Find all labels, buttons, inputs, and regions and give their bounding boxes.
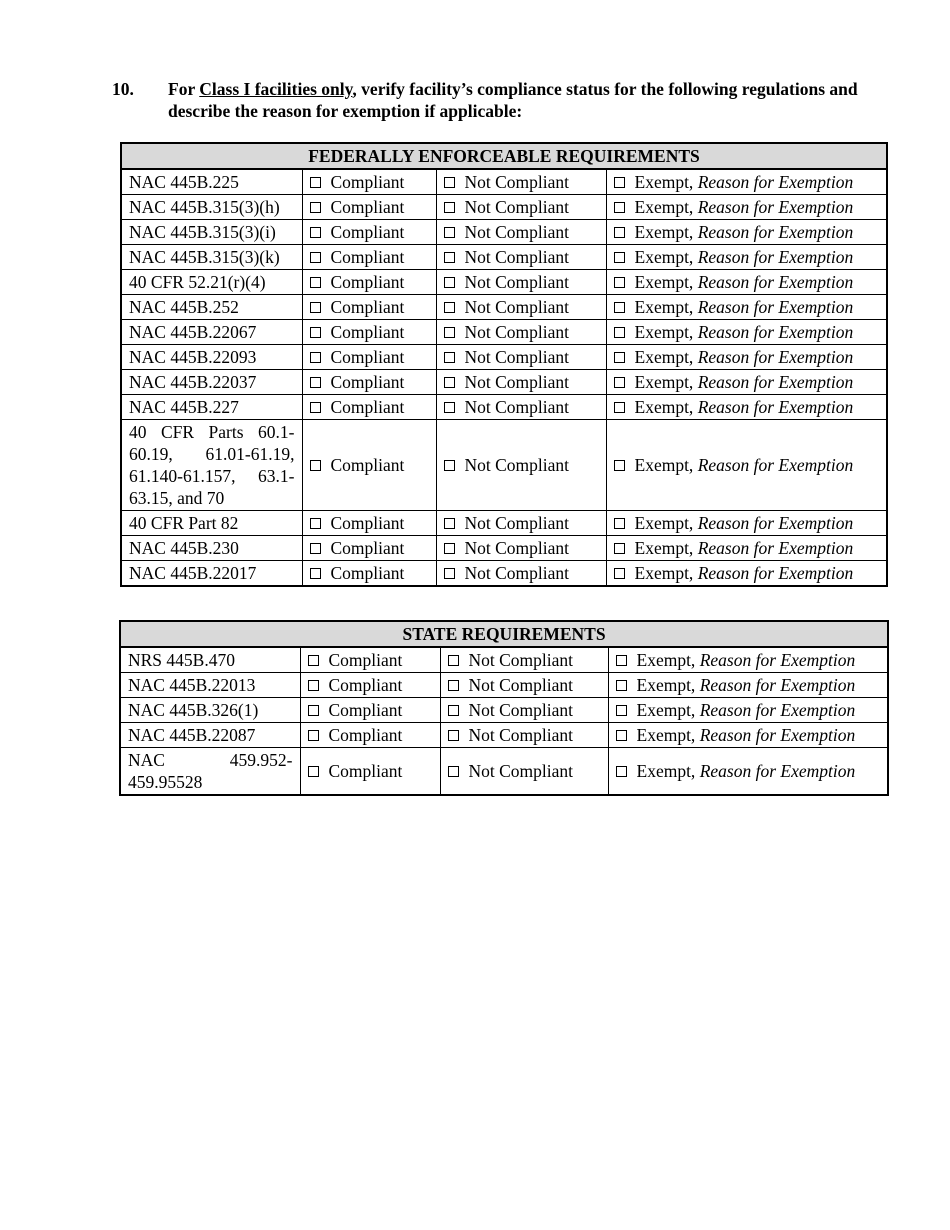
not-compliant-option (436, 169, 606, 195)
option-label: Compliant (328, 675, 403, 695)
not-compliant-checkbox[interactable] (444, 202, 455, 213)
not-compliant-option (440, 698, 608, 723)
option-label: Not Compliant (464, 563, 570, 583)
option-label: Exempt, (634, 513, 698, 533)
option-label: Exempt, (636, 725, 700, 745)
option-label: Exempt, (636, 700, 700, 720)
option-label: Not Compliant (464, 372, 570, 392)
compliant-checkbox[interactable] (310, 377, 321, 388)
exempt-checkbox[interactable] (616, 680, 627, 691)
compliant-checkbox[interactable] (308, 705, 319, 716)
exemption-reason-placeholder[interactable]: Reason for Exemption (697, 297, 854, 317)
question-lead: For (168, 79, 200, 99)
option-label: Compliant (330, 172, 405, 192)
option-label: Exempt, (634, 222, 698, 242)
option-label: Compliant (330, 197, 405, 217)
not-compliant-option (440, 647, 608, 673)
regulation-citation: NAC 445B.22087 (120, 723, 300, 748)
exempt-option (606, 245, 887, 270)
regulation-citation: NAC 445B.315(3)(i) (121, 220, 302, 245)
option-label: Exempt, (634, 372, 698, 392)
requirement-row (121, 345, 887, 370)
option-label: Not Compliant (464, 538, 570, 558)
exempt-checkbox[interactable] (614, 177, 625, 188)
compliant-option (302, 511, 436, 536)
requirement-row (121, 395, 887, 420)
compliant-checkbox[interactable] (308, 655, 319, 666)
exempt-option (606, 395, 887, 420)
option-label: Compliant (330, 397, 405, 417)
compliant-option (302, 295, 436, 320)
not-compliant-option (436, 395, 606, 420)
not-compliant-checkbox[interactable] (444, 543, 455, 554)
not-compliant-option (436, 420, 606, 511)
regulation-citation: NAC 445B.225 (121, 169, 302, 195)
not-compliant-checkbox[interactable] (444, 277, 455, 288)
exempt-option (606, 220, 887, 245)
exemption-reason-placeholder[interactable]: Reason for Exemption (697, 172, 854, 192)
state-table-title: STATE REQUIREMENTS (120, 621, 888, 647)
not-compliant-option (436, 561, 606, 587)
option-label: Not Compliant (464, 322, 570, 342)
compliant-checkbox[interactable] (310, 202, 321, 213)
option-label: Compliant (330, 297, 405, 317)
compliant-checkbox[interactable] (310, 302, 321, 313)
question-10 (112, 78, 882, 122)
regulation-citation: NAC 459.952-459.95528 (120, 748, 300, 796)
exemption-reason-placeholder[interactable]: Reason for Exemption (697, 322, 854, 342)
requirement-row (120, 723, 888, 748)
option-label: Compliant (328, 650, 403, 670)
option-label: Compliant (328, 725, 403, 745)
compliant-option (302, 169, 436, 195)
option-label: Not Compliant (464, 272, 570, 292)
compliant-option (300, 673, 440, 698)
compliant-checkbox[interactable] (310, 352, 321, 363)
regulation-citation: NAC 445B.227 (121, 395, 302, 420)
option-label: Not Compliant (464, 397, 570, 417)
exempt-option (608, 723, 888, 748)
exemption-reason-placeholder[interactable]: Reason for Exemption (697, 513, 854, 533)
not-compliant-option (436, 345, 606, 370)
compliant-option (302, 420, 436, 511)
question-text (168, 78, 882, 122)
regulation-citation: NAC 445B.315(3)(k) (121, 245, 302, 270)
option-label: Exempt, (634, 272, 698, 292)
requirement-row (120, 748, 888, 796)
compliant-checkbox[interactable] (310, 227, 321, 238)
exemption-reason-placeholder[interactable]: Reason for Exemption (699, 650, 856, 670)
not-compliant-checkbox[interactable] (444, 227, 455, 238)
compliant-option (300, 647, 440, 673)
compliant-checkbox[interactable] (308, 680, 319, 691)
option-label: Not Compliant (464, 197, 570, 217)
regulation-citation: NAC 445B.22017 (121, 561, 302, 587)
option-label: Compliant (330, 272, 405, 292)
exemption-reason-placeholder[interactable]: Reason for Exemption (697, 397, 854, 417)
compliant-checkbox[interactable] (310, 543, 321, 554)
exempt-checkbox[interactable] (616, 705, 627, 716)
option-label: Compliant (328, 761, 403, 781)
state-requirements-table (119, 620, 889, 796)
option-label: Compliant (330, 455, 405, 475)
exemption-reason-placeholder[interactable]: Reason for Exemption (697, 347, 854, 367)
compliant-option (302, 245, 436, 270)
not-compliant-option (436, 370, 606, 395)
requirement-row (121, 320, 887, 345)
not-compliant-checkbox[interactable] (444, 460, 455, 471)
option-label: Not Compliant (468, 725, 574, 745)
not-compliant-option (436, 320, 606, 345)
compliant-option (302, 536, 436, 561)
not-compliant-option (436, 220, 606, 245)
not-compliant-checkbox[interactable] (444, 177, 455, 188)
option-label: Not Compliant (464, 297, 570, 317)
exempt-option (606, 511, 887, 536)
compliant-option (302, 270, 436, 295)
exemption-reason-placeholder[interactable]: Reason for Exemption (697, 455, 854, 475)
not-compliant-checkbox[interactable] (448, 655, 459, 666)
exempt-option (606, 370, 887, 395)
not-compliant-checkbox[interactable] (444, 518, 455, 529)
not-compliant-option (440, 673, 608, 698)
exempt-option (606, 270, 887, 295)
exemption-reason-placeholder[interactable]: Reason for Exemption (699, 725, 856, 745)
option-label: Exempt, (634, 397, 698, 417)
compliant-option (302, 395, 436, 420)
not-compliant-checkbox[interactable] (444, 327, 455, 338)
exempt-checkbox[interactable] (614, 277, 625, 288)
requirement-row (121, 511, 887, 536)
compliant-checkbox[interactable] (308, 766, 319, 777)
option-label: Compliant (330, 222, 405, 242)
exemption-reason-placeholder[interactable]: Reason for Exemption (699, 700, 856, 720)
option-label: Exempt, (634, 172, 698, 192)
option-label: Exempt, (634, 297, 698, 317)
requirement-row (121, 195, 887, 220)
exempt-option (606, 561, 887, 587)
regulation-citation: NRS 445B.470 (120, 647, 300, 673)
question-emphasis: Class I facilities only (199, 79, 353, 99)
option-label: Not Compliant (468, 675, 574, 695)
exemption-reason-placeholder[interactable]: Reason for Exemption (697, 372, 854, 392)
exempt-checkbox[interactable] (614, 543, 625, 554)
compliant-option (300, 698, 440, 723)
option-label: Exempt, (636, 675, 700, 695)
not-compliant-checkbox[interactable] (444, 252, 455, 263)
exempt-checkbox[interactable] (614, 518, 625, 529)
option-label: Exempt, (634, 563, 698, 583)
compliant-checkbox[interactable] (310, 518, 321, 529)
exemption-reason-placeholder[interactable]: Reason for Exemption (697, 538, 854, 558)
regulation-citation: NAC 445B.230 (121, 536, 302, 561)
option-label: Exempt, (634, 197, 698, 217)
not-compliant-option (436, 295, 606, 320)
option-label: Not Compliant (468, 700, 574, 720)
option-label: Exempt, (634, 322, 698, 342)
compliant-option (302, 195, 436, 220)
option-label: Not Compliant (464, 247, 570, 267)
option-label: Compliant (328, 700, 403, 720)
exempt-option (608, 748, 888, 796)
option-label: Not Compliant (468, 650, 574, 670)
exempt-checkbox[interactable] (614, 402, 625, 413)
exempt-checkbox[interactable] (616, 730, 627, 741)
option-label: Compliant (330, 322, 405, 342)
compliant-option (302, 345, 436, 370)
compliant-checkbox[interactable] (310, 252, 321, 263)
exemption-reason-placeholder[interactable]: Reason for Exemption (697, 272, 854, 292)
not-compliant-checkbox[interactable] (448, 730, 459, 741)
option-label: Not Compliant (464, 222, 570, 242)
option-label: Compliant (330, 538, 405, 558)
exempt-checkbox[interactable] (614, 227, 625, 238)
exempt-option (606, 169, 887, 195)
requirement-row (121, 420, 887, 511)
option-label: Compliant (330, 247, 405, 267)
requirement-row (120, 698, 888, 723)
exempt-checkbox[interactable] (614, 202, 625, 213)
not-compliant-checkbox[interactable] (444, 352, 455, 363)
requirement-row (120, 673, 888, 698)
exempt-checkbox[interactable] (614, 377, 625, 388)
not-compliant-checkbox[interactable] (444, 568, 455, 579)
option-label: Compliant (330, 513, 405, 533)
exempt-option (606, 295, 887, 320)
exempt-checkbox[interactable] (616, 655, 627, 666)
not-compliant-checkbox[interactable] (444, 302, 455, 313)
compliant-option (302, 220, 436, 245)
requirement-row (120, 647, 888, 673)
federal-table-title: FEDERALLY ENFORCEABLE REQUIREMENTS (121, 143, 887, 169)
not-compliant-option (436, 511, 606, 536)
regulation-citation: 40 CFR Part 82 (121, 511, 302, 536)
question-number: 10. (112, 79, 134, 99)
regulation-citation: NAC 445B.252 (121, 295, 302, 320)
exempt-option (608, 673, 888, 698)
compliant-checkbox[interactable] (310, 402, 321, 413)
not-compliant-option (436, 195, 606, 220)
option-label: Exempt, (636, 761, 700, 781)
requirement-row (121, 370, 887, 395)
option-label: Not Compliant (464, 347, 570, 367)
option-label: Exempt, (634, 347, 698, 367)
exemption-reason-placeholder[interactable]: Reason for Exemption (697, 222, 854, 242)
regulation-citation: NAC 445B.22037 (121, 370, 302, 395)
option-label: Exempt, (634, 455, 698, 475)
regulation-citation: NAC 445B.315(3)(h) (121, 195, 302, 220)
exempt-checkbox[interactable] (614, 252, 625, 263)
option-label: Not Compliant (464, 172, 570, 192)
requirement-row (121, 169, 887, 195)
not-compliant-option (436, 245, 606, 270)
exemption-reason-placeholder[interactable]: Reason for Exemption (699, 675, 856, 695)
federal-requirements-table (120, 142, 888, 587)
exemption-reason-placeholder[interactable]: Reason for Exemption (697, 247, 854, 267)
regulation-citation: 40 CFR 52.21(r)(4) (121, 270, 302, 295)
requirement-row (121, 536, 887, 561)
compliant-option (302, 370, 436, 395)
option-label: Exempt, (634, 247, 698, 267)
not-compliant-checkbox[interactable] (448, 705, 459, 716)
exempt-option (606, 536, 887, 561)
not-compliant-option (440, 748, 608, 796)
option-label: Not Compliant (464, 455, 570, 475)
exempt-checkbox[interactable] (614, 302, 625, 313)
not-compliant-checkbox[interactable] (444, 377, 455, 388)
regulation-citation: NAC 445B.326(1) (120, 698, 300, 723)
not-compliant-option (436, 536, 606, 561)
exempt-checkbox[interactable] (616, 766, 627, 777)
option-label: Compliant (330, 347, 405, 367)
option-label: Not Compliant (468, 761, 574, 781)
regulation-citation: NAC 445B.22013 (120, 673, 300, 698)
compliant-option (302, 320, 436, 345)
option-label: Exempt, (636, 650, 700, 670)
compliant-option (302, 561, 436, 587)
exemption-reason-placeholder[interactable]: Reason for Exemption (699, 761, 856, 781)
exemption-reason-placeholder[interactable]: Reason for Exemption (697, 563, 854, 583)
exempt-option (608, 698, 888, 723)
question-rest: , verify facility’s compliance status for the following regulations and describe the reason for exemption if applicable: (168, 79, 858, 121)
exempt-option (606, 195, 887, 220)
option-label: Compliant (330, 372, 405, 392)
exempt-checkbox[interactable] (614, 568, 625, 579)
regulation-citation: 40 CFR Parts 60.1-60.19, 61.01-61.19, 61.140-61.157, 63.1-63.15, and 70 (121, 420, 302, 511)
not-compliant-option (440, 723, 608, 748)
not-compliant-option (436, 270, 606, 295)
requirement-row (121, 561, 887, 587)
compliant-checkbox[interactable] (310, 460, 321, 471)
exempt-checkbox[interactable] (614, 352, 625, 363)
regulation-citation: NAC 445B.22093 (121, 345, 302, 370)
compliant-checkbox[interactable] (310, 327, 321, 338)
exemption-reason-placeholder[interactable]: Reason for Exemption (697, 197, 854, 217)
exempt-option (608, 647, 888, 673)
requirement-row (121, 245, 887, 270)
requirement-row (121, 295, 887, 320)
regulation-citation: NAC 445B.22067 (121, 320, 302, 345)
compliant-checkbox[interactable] (310, 177, 321, 188)
requirement-row (121, 270, 887, 295)
exempt-option (606, 345, 887, 370)
exempt-checkbox[interactable] (614, 327, 625, 338)
compliant-checkbox[interactable] (308, 730, 319, 741)
option-label: Compliant (330, 563, 405, 583)
exempt-checkbox[interactable] (614, 460, 625, 471)
compliant-checkbox[interactable] (310, 568, 321, 579)
compliant-option (300, 748, 440, 796)
not-compliant-checkbox[interactable] (448, 680, 459, 691)
not-compliant-checkbox[interactable] (448, 766, 459, 777)
not-compliant-checkbox[interactable] (444, 402, 455, 413)
exempt-option (606, 320, 887, 345)
exempt-option (606, 420, 887, 511)
requirement-row (121, 220, 887, 245)
option-label: Not Compliant (464, 513, 570, 533)
compliant-option (300, 723, 440, 748)
compliant-checkbox[interactable] (310, 277, 321, 288)
option-label: Exempt, (634, 538, 698, 558)
